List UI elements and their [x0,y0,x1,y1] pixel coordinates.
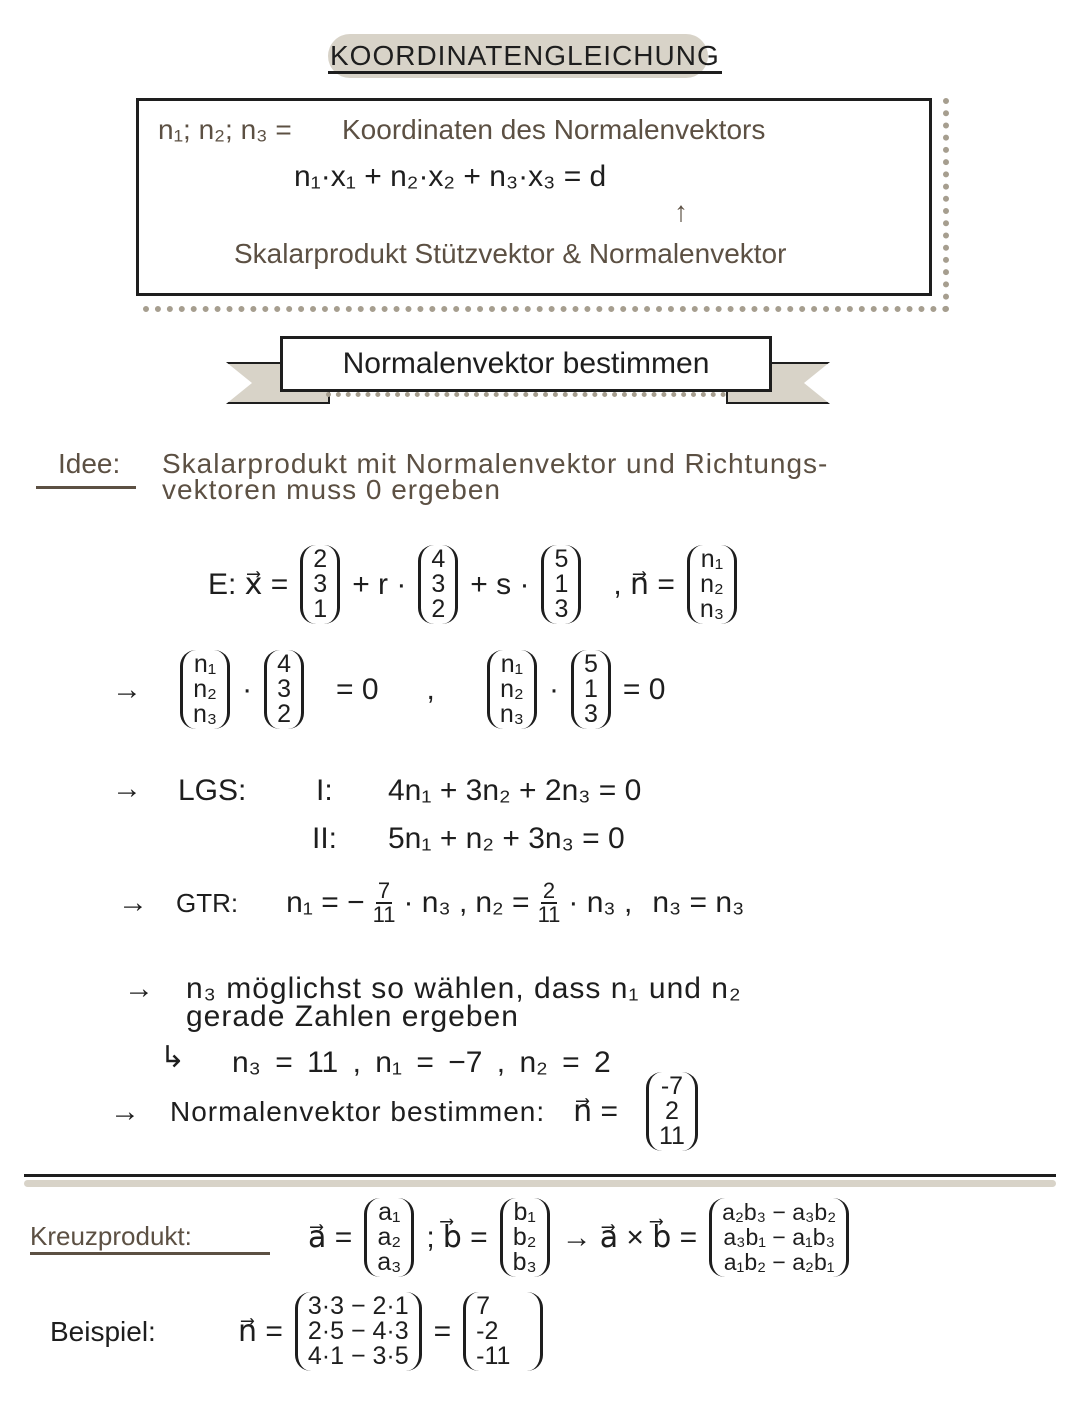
lgs-label: LGS: [178,774,247,807]
entry: 4·1 − 3·5 [307,1342,409,1370]
entry: -7 [660,1072,684,1100]
entry: n₁ [700,545,724,573]
numerator: 2 [542,878,556,903]
entry: a₃b₁ − a₁b₃ [723,1224,835,1250]
entry: 2 [277,700,291,728]
a-label: a⃗ = [308,1221,353,1254]
entry: 4 [277,650,291,678]
normal-vector [180,650,230,729]
entry: a₁b₂ − a₂b₁ [723,1249,835,1275]
normal-label: n⃗ = [238,1315,283,1348]
normal-vector-result [646,1072,698,1151]
entry: 2 [313,545,328,573]
lgs-eq1: 4n₁ + 3n₂ + 2n₃ = 0 [388,774,642,807]
hook-arrow-icon: ↳ [160,1041,186,1074]
denominator: 11 [372,902,396,927]
normal-label: , n⃗ = [613,568,675,601]
direction-vector-2 [541,545,581,624]
entry: -2 [476,1317,499,1345]
dot: · [242,672,253,706]
denominator: 11 [537,902,561,927]
idea-line-1: Skalarprodukt mit Normalenvektor und Richtungs- [162,448,829,479]
arrow-right-icon: → [124,972,154,1005]
entry: n₃ [499,700,524,728]
coordinate-equation: n₁·x₁ + n₂·x₂ + n₃·x₃ = d [294,160,607,193]
entry: a₂b₃ − a₃b₂ [722,1199,837,1225]
axb-label: a⃗ × b⃗ = [599,1221,698,1254]
dot-product-conditions [112,650,665,729]
cross-product-example [50,1292,547,1371]
direction-vector-1 [264,650,304,729]
idea-line-2: vektoren muss 0 ergeben [162,474,501,505]
box-note: Skalarprodukt Stützvektor & Normalenvektor [234,238,787,269]
idea-label: Idee: [58,448,121,479]
choose-result: n₃ = 11 , n₁ = −7 , n₂ = 2 [232,1046,611,1079]
entry: n₂ [500,675,524,703]
arrow-right-icon: → [110,1094,140,1128]
entry: 2·5 − 4·3 [307,1317,409,1345]
direction-vector-2 [571,650,611,729]
entry: 5 [554,545,569,573]
entry: 3 [313,570,328,598]
n2-rhs: · n₃ , [568,886,633,919]
plane-equation [208,545,741,624]
plane-r: + r · [352,567,407,601]
entry: 2 [431,595,446,623]
box-definition: Koordinaten des Normalenvektors [342,114,766,145]
title-text: KOORDINATENGLEICHUNG [328,40,722,74]
separator: ; [426,1220,435,1254]
example-calculation [295,1292,422,1371]
entry: 1 [554,570,569,598]
idea-underline [36,486,136,489]
entry: 7 [476,1292,491,1320]
lgs-eq1-label: I: [316,774,333,807]
page-title [328,34,720,78]
support-vector [300,545,340,624]
entry: a₁ [378,1198,401,1226]
n2-lhs: n₂ = [475,886,530,919]
n3-eq: n₃ = n₃ [652,886,745,919]
equals: = [433,1314,452,1348]
cross-product-vector [709,1198,849,1277]
fraction-n1 [373,880,396,926]
equals-zero: = 0 [336,672,379,706]
entry: 1 [583,675,598,703]
choose-line-1: n₃ möglichst so wählen, dass n₁ und n₂ [186,972,742,1005]
lgs-eq2-label: II: [312,822,338,855]
section-banner: Normalenvektor bestimmen [280,336,772,392]
divider-shade [24,1180,1056,1187]
arrow-right-icon: → [561,1220,592,1254]
entry: n₃ [699,595,725,623]
normal-vector [687,545,737,624]
vector-b [500,1198,550,1277]
normal-vector [487,650,537,729]
dot: · [548,672,559,706]
entry: n₂ [193,675,217,703]
entry: 4 [431,545,446,573]
equals-zero: = 0 [622,672,666,706]
plane-prefix: E: x⃗ = [208,568,289,601]
entry: n₃ [193,700,218,728]
entry: 3 [277,675,291,703]
plane-s: + s · [470,567,530,601]
choose-line-2: gerade Zahlen ergeben [186,1000,519,1033]
arrow-up-icon: ↑ [674,196,688,227]
gtr-label: GTR: [176,887,239,918]
final-normal-vector [110,1072,702,1151]
b-label: b⃗ = [442,1221,488,1254]
divider [24,1174,1056,1177]
example-label: Beispiel: [50,1315,156,1347]
entry: n₁ [500,650,524,678]
cross-product-label: Kreuzprodukt: [30,1221,270,1255]
entry: b₂ [512,1223,537,1251]
entry: a₃ [377,1248,402,1276]
n1-rhs: · n₃ , [403,886,468,919]
cross-product-definition [30,1198,853,1277]
final-label: Normalenvektor bestimmen: [170,1095,546,1127]
entry: 2 [665,1097,679,1125]
entry: 3 [554,595,569,623]
entry: 3 [583,700,598,728]
vector-a [364,1198,414,1277]
entry: n₂ [700,570,724,598]
n1-lhs: n₁ = − [286,886,365,919]
arrow-right-icon: → [112,772,142,805]
arrow-right-icon: → [118,886,148,919]
entry: 3 [431,570,446,598]
arrow-right-icon: → [112,672,142,706]
entry: n₁ [193,650,217,678]
normal-label: n⃗ = [573,1095,618,1128]
entry: -11 [476,1342,511,1370]
entry: 11 [659,1122,685,1150]
entry: 3·3 − 2·1 [307,1292,409,1320]
entry: b₃ [512,1248,537,1276]
comma: , [426,672,435,706]
numerator: 7 [377,878,391,903]
lgs-eq2: 5n₁ + n₂ + 3n₃ = 0 [388,822,625,855]
direction-vector-1 [418,545,458,624]
box-lhs: n₁; n₂; n₃ = [158,114,292,145]
example-result [463,1292,543,1371]
entry: 1 [313,595,328,623]
banner-dots [326,392,726,397]
entry: b₁ [513,1198,536,1226]
entry: 5 [583,650,598,678]
fraction-n2 [538,880,561,926]
gtr-solution [118,880,744,926]
entry: a₂ [377,1223,402,1251]
